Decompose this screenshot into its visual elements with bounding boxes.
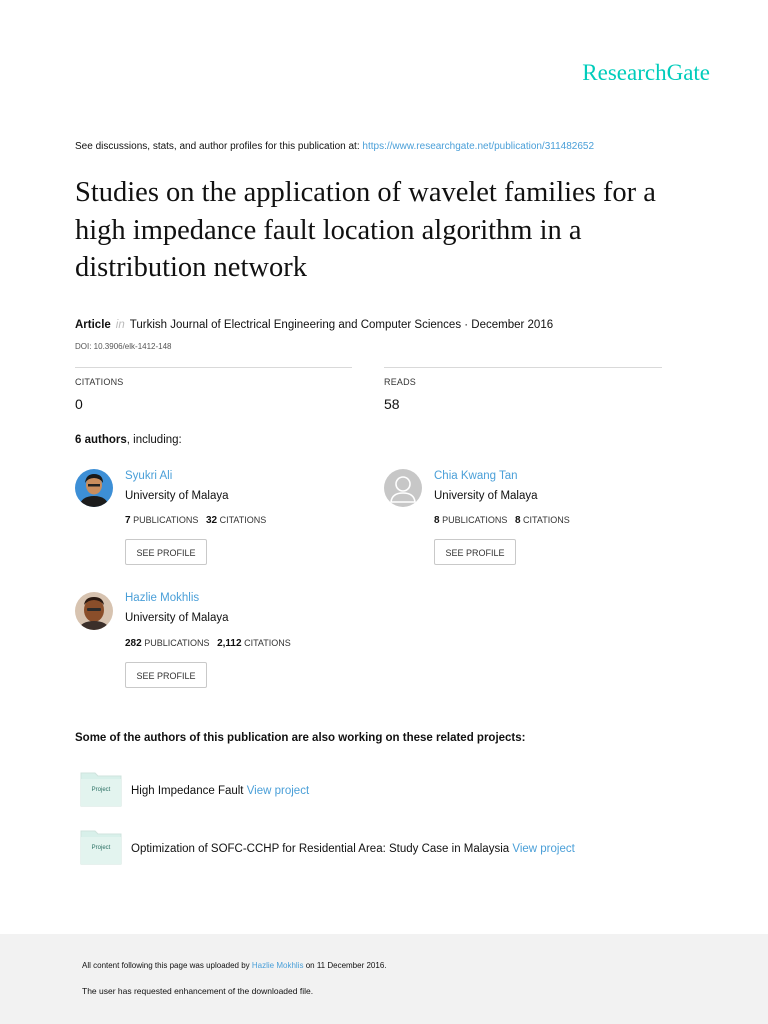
doi: DOI: 10.3906/elk-1412-148 (75, 342, 172, 351)
avatar[interactable] (75, 469, 113, 507)
publications-label: PUBLICATIONS (442, 515, 508, 525)
uploader-link[interactable]: Hazlie Mokhlis (251, 961, 304, 970)
publication-link[interactable]: https://www.researchgate.net/publication/311482652 (362, 141, 595, 152)
author-stats (125, 638, 291, 649)
upload-suffix: on 11 December 2016. (303, 961, 387, 970)
citations-value: 0 (75, 396, 83, 412)
reads-divider (384, 367, 662, 368)
citations-divider (75, 367, 352, 368)
author-name-syukri-ali[interactable]: Syukri Ali (125, 470, 173, 482)
footer (0, 934, 768, 1024)
user-placeholder-icon (384, 469, 422, 507)
authors-count: 6 authors (75, 434, 127, 446)
page-title: Studies on the application of wavelet families for a high impedance fault location algorithm in a distribution network (75, 177, 656, 283)
upload-prefix: All content following this page was uploaded by (82, 961, 252, 970)
discussion-line (75, 141, 594, 152)
author-stats (125, 515, 266, 526)
publications-count: 282 (125, 638, 142, 649)
authors-suffix: , including: (126, 434, 182, 446)
publications-label: PUBLICATIONS (144, 638, 210, 648)
upload-note (82, 961, 386, 970)
project-icon-label: Project (91, 787, 111, 793)
project-item (131, 843, 575, 855)
publications-count: 7 (125, 515, 131, 526)
project-name: Optimization of SOFC-CCHP for Residential Area: Study Case in Malaysia (131, 843, 513, 855)
see-profile-button[interactable]: SEE PROFILE (434, 539, 516, 565)
author-name-chia-kwang-tan[interactable]: Chia Kwang Tan (434, 470, 518, 482)
author-stats (434, 515, 570, 526)
citations-label: CITATIONS (244, 638, 291, 648)
view-project-link[interactable]: View project (512, 843, 575, 855)
author-institution: University of Malaya (125, 490, 229, 502)
avatar[interactable] (75, 592, 113, 630)
authors-heading (75, 434, 182, 446)
see-profile-button[interactable]: SEE PROFILE (125, 539, 207, 565)
project-name: High Impedance Fault (131, 785, 247, 797)
see-profile-button[interactable]: SEE PROFILE (125, 662, 207, 688)
discussion-text: See discussions, stats, and author profiles for this publication at: (75, 141, 363, 152)
author-photo-icon (75, 592, 113, 630)
author-photo-icon (75, 469, 113, 507)
author-institution: University of Malaya (434, 490, 538, 502)
project-item (131, 785, 309, 797)
citations-count: 32 (205, 515, 218, 526)
article-meta (75, 319, 553, 331)
avatar[interactable] (384, 469, 422, 507)
citations-label: CITATIONS (75, 377, 124, 387)
journal-name: Turkish Journal of Electrical Engineering and Computer Sciences · December 2016 (129, 319, 554, 331)
in-word: in (115, 319, 125, 331)
view-project-link[interactable]: View project (246, 785, 310, 797)
citations-count: 2,112 (217, 638, 242, 649)
citations-label: CITATIONS (523, 515, 570, 525)
researchgate-logo[interactable]: ResearchGate (582, 60, 710, 85)
citations-count: 8 (514, 515, 521, 526)
article-type: Article (75, 319, 111, 331)
enhancement-note: The user has requested enhancement of the downloaded file. (82, 986, 314, 996)
reads-label: READS (384, 377, 417, 387)
project-icon-label: Project (91, 845, 111, 851)
author-institution: University of Malaya (125, 612, 229, 624)
publications-count: 8 (434, 515, 440, 526)
citations-label: CITATIONS (219, 515, 267, 525)
reads-value: 58 (384, 396, 400, 412)
related-projects-heading: Some of the authors of this publication are also working on these related projects: (75, 732, 526, 744)
publications-label: PUBLICATIONS (133, 515, 199, 525)
author-name-hazlie-mokhlis[interactable]: Hazlie Mokhlis (125, 592, 200, 604)
